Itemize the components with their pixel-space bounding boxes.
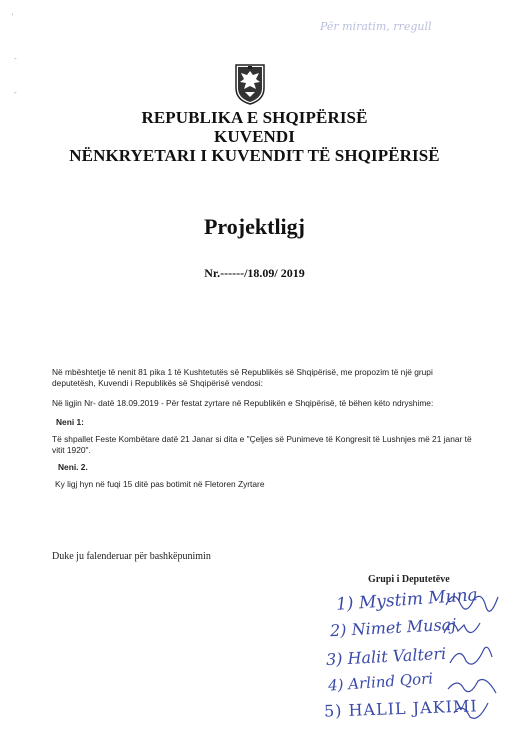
article-2-title: Neni. 2. [58, 462, 88, 472]
article-1-text: Të shpallet Feste Kombëtare datë 21 Janar si dita e "Çeljes së Punimeve të Kongresit të Lushnjes më 21 janar të vitit 1920". [52, 434, 472, 455]
signature-group-label: Grupi i Deputetëve [368, 574, 450, 585]
corner-mark: - [14, 88, 17, 97]
albanian-eagle-emblem [233, 62, 267, 106]
signature-2: 2) Nimet Musaj [329, 614, 457, 641]
header-vice-speaker: NËNKRYETARI I KUVENDIT TË SHQIPËRISË [69, 146, 440, 165]
document-title: Projektligj [203, 214, 305, 239]
corner-mark: ' [12, 12, 14, 21]
signature-5: 5) HALIL JAKIMI [323, 696, 478, 721]
header-republic: REPUBLIKA E SHQIPËRISË [141, 108, 368, 127]
article-2-text: Ky ligj hyn në fuqi 15 ditë pas botimit në Fletoren Zyrtare [55, 479, 265, 489]
signature-scribbles [440, 585, 506, 725]
top-handwritten-annotation: Për miratim, rregull [320, 20, 432, 33]
intro-paragraph: Në mbështetje të nenit 81 pika 1 të Kushtetutës së Republikës së Shqipërisë, me propozim të një grupi deputetësh, Kuvendi i Republikës së Shqipërisë vendosi: [52, 367, 433, 388]
reference-number: Nr.------/18.09/ 2019 [204, 266, 305, 280]
closing-line: Duke ju falenderuar për bashkëpunimin [52, 551, 211, 562]
law-reference-paragraph: Në ligjin Nr- datë 18.09.2019 - Për festat zyrtare në Republikën e Shqipërisë, të bëhen këto ndryshime: [52, 398, 434, 408]
signature-3: 3) Halit Valteri [325, 643, 447, 670]
signature-4: 4) Arlind Qori [327, 669, 434, 695]
corner-mark: - [14, 54, 17, 63]
header-assembly: KUVENDI [214, 127, 295, 146]
signature-1: 1) Mystim Muna [335, 585, 479, 615]
article-1-title: Neni 1: [56, 417, 84, 427]
